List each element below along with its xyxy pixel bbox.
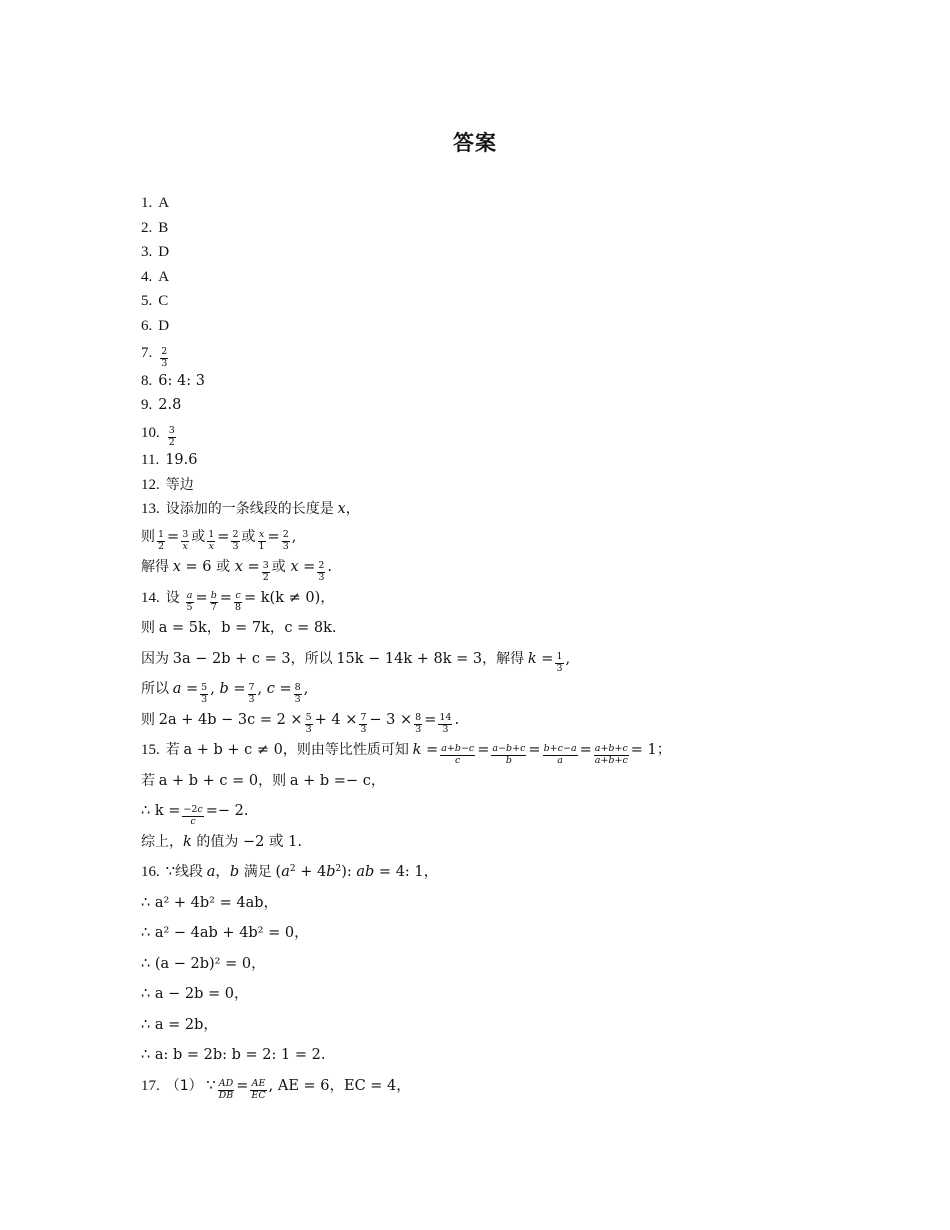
answer-number: 8. [141,372,153,389]
fraction: $\frac{3}{2}$ [168,425,175,449]
answer-value: 等边 [165,476,194,493]
answer-number: 7. [141,345,153,361]
answer-15-line3: ∴ k = $\frac{-2c}{c}$ =− 2. [141,803,249,827]
answer-9 [141,393,841,418]
answer-value: D [158,317,170,334]
answer-list [141,191,841,1101]
answer-15-line1: 15. 若 a + b + c ≠ 0，则由等比性质可知 k = $\frac{a+b-c}{c}$ = $\frac{a-b+c}{b}$ = $\frac{b+c-a}{a}$ = $\frac{a+b+c}{a+b+c}$ = 1； [141,735,841,766]
answer-value: A [158,268,170,285]
answer-16-line1: 16. ∵线段 a，b 满足 $(a^2 + 4b^2)$: ab = 4: 1， [141,857,841,888]
answer-number: 17. [141,1077,160,1094]
answer-3 [141,240,841,265]
answer-14-line2: 则 a = 5k，b = 7k，c = 8k. [141,620,337,636]
answer-14-line3: 因为 3a − 2b + c = 3，所以 15k − 14k + 8k = 3，解得 k = $\frac{1}{3}$ , [141,650,571,675]
answer-number: 9. [141,397,153,413]
answer-number: 13. [141,501,160,517]
answer-7 [141,338,841,369]
answer-16-step: ∴ a = 2b， [141,1016,218,1033]
answer-16-step: ∴ a² − 4ab + 4b² = 0， [141,925,309,941]
answer-16-step: ∴ a − 2b = 0， [141,986,249,1002]
answer-12 [141,473,841,498]
answer-11 [141,448,841,473]
answer-value: C [158,293,169,309]
answer-value: B [158,219,169,236]
answer-number: 12. [141,476,160,493]
answer-number: 16. [141,864,160,880]
answer-number: 3. [141,244,153,260]
answer-15-line2: 若 a + b + c = 0，则 a + b =− c， [141,772,386,789]
answer-13-line2: 则 $\frac{1}{2}$ = $\frac{3}{x}$ 或 $\frac{1}{x}$ = $\frac{2}{3}$ 或 $\frac{x}{1}$ = $\frac{2}{3}$ , [141,528,297,553]
answer-16-step: ∴ a: b = 2b: b = 2: 1 = 2. [141,1047,326,1063]
answer-4 [141,265,841,290]
answer-8 [141,369,841,394]
answer-number: 11. [141,452,160,468]
answer-17-line1: 17. （1） ∵ $\frac{AD}{DB}$ = $\frac{AE}{EC}$ , AE = 6，EC = 4， [141,1071,841,1102]
answer-5 [141,289,841,314]
answer-value: A [158,195,170,211]
answer-16-step: ∴ (a − 2b)² = 0， [141,955,266,972]
answer-14-line1: 14. 设 $\frac{a}{5}$ = $\frac{b}{7}$ = $\frac{c}{8}$ = k(k ≠ 0)， [141,583,841,614]
page-title: 答案 [453,131,497,155]
answer-number: 5. [141,293,153,309]
fraction: $\frac{2}{3}$ [161,345,168,369]
answer-16-step: ∴ a² + 4b² = 4ab， [141,894,279,911]
answer-1 [141,191,841,216]
answer-10 [141,418,841,449]
answer-number: 1. [141,195,153,211]
answer-value: 2.8 [158,397,182,413]
answer-13-line1: 13. 设添加的一条线段的长度是 x， [141,497,841,522]
answer-number: 10. [141,424,160,441]
answer-number: 14. [141,589,160,606]
answer-14-line4: 所以 a = $\frac{5}{3}$ , b = $\frac{7}{3}$ , c = $\frac{8}{3}$ , [141,681,309,705]
answer-value: 6: 4: 3 [158,372,205,389]
answer-value: D [158,244,170,260]
answer-13-line3: 解得 x = 6 或 x = $\frac{3}{2}$ 或 x = $\frac{2}{3}$ . [141,559,332,583]
answer-number: 4. [141,268,153,285]
answer-14-line5: 则 2a + 4b − 3c = 2 × $\frac{5}{3}$ + 4 × $\frac{7}{3}$ − 3 × $\frac{8}{3}$ = $\frac{14}{3}$ . [141,711,460,736]
answer-15-line4: 综上，k 的值为 −2 或 1. [141,833,302,850]
answer-number: 2. [141,219,153,236]
answer-2 [141,216,841,241]
answer-number: 15. [141,742,160,758]
answer-number: 6. [141,317,153,334]
answer-6 [141,314,841,339]
answer-value: 19.6 [165,452,198,468]
